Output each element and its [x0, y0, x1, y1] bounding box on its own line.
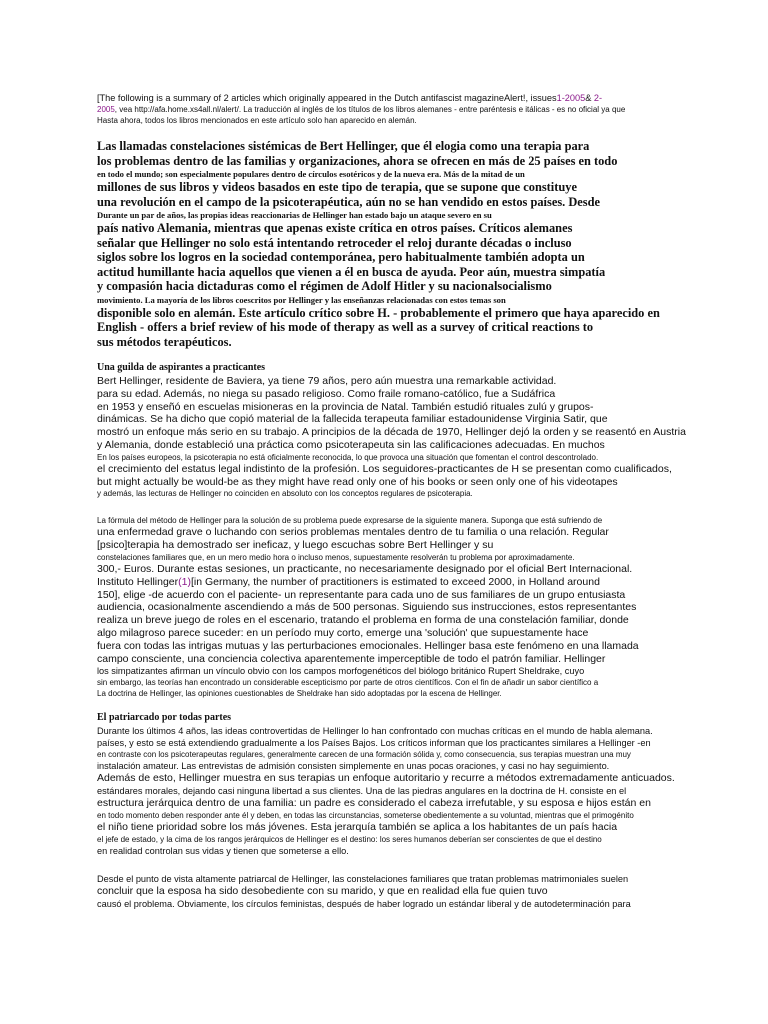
body-line: La doctrina de Hellinger, las opiniones cuestionables de Sheldrake han sido adoptadas por la escena de Hellinger.: [97, 689, 502, 699]
body-line: en 1953 y enseñó en escuelas misioneras en la provincia de Natal. También estudió rituales zulú y grupos-: [97, 400, 594, 413]
lead-line: movimiento. La mayoría de los libros coescritos por Hellinger y las enseñanzas relacionadas con estos temas son: [97, 294, 506, 305]
body-line: campo consciente, una conciencia colectiva aparentemente imperceptible de todo el patrón familiar. Hellinger: [97, 652, 606, 665]
body-line: mostró un enfoque más serio en su trabajo. A principios de la década de 1970, Hellinger dejó la orden y se reasentó en Austria: [97, 426, 686, 439]
section-marriage: [97, 873, 712, 910]
section-heading: Una guilda de aspirantes a practicantes: [97, 362, 266, 373]
body-line: algo milagroso parece suceder: en un período muy corto, emerge una 'solución' que supuestamente hace: [97, 626, 589, 639]
body-line: 300,- Euros. Durante estas sesiones, un practicante, no necesariamente designado por el oficial Bert Internacional.: [97, 562, 633, 575]
body-line: Desde el punto de vista altamente patriarcal de Hellinger, las constelaciones familiares que tratan problemas matrimoniales suelen: [97, 873, 629, 884]
lead-line: sus métodos terapéuticos.: [97, 334, 232, 349]
intro-line-3: Hasta ahora, todos los libros mencionados en este artículo solo han aparecido en alemán.: [97, 116, 417, 125]
lead-line: Las llamadas constelaciones sistémicas de Bert Hellinger, que él elogia como una terapia para: [97, 139, 590, 153]
body-line: en todo momento deben responder ante él y deben, en todas las circunstancias, someterse obedientemente a su voluntad, mientras que el primogénito: [97, 810, 634, 820]
body-line: Bert Hellinger, residente de Baviera, ya tiene 79 años, pero aún muestra una remarkable actividad.: [97, 375, 557, 387]
body-line: sin embargo, las teorías han encontrado un considerable escepticismo por parte de otros científicos. Con el fin de añadir un sabor científico a: [97, 678, 599, 688]
body-line: Además de esto, Hellinger muestra en sus terapias un enfoque autoritario y recurre a métodos extremadamente anticuados.: [97, 772, 675, 785]
body-line-with-footnote: Instituto Hellinger(1)[in Germany, the number of practitioners is estimated to exceed 2000, in Holland around: [97, 575, 600, 588]
body-line: fuera con todas las intrigas mutuas y las perturbaciones emocionales. Hellinger basa este fenómeno en una llamada: [97, 639, 639, 652]
body-line: constelaciones familiares que, en un mero medio hora o incluso menos, supuestamente resolverán tu problema por aproximadamente.: [97, 552, 575, 562]
body-line: estructura jerárquica dentro de una familia: un padre es considerado el cabeza irrefutable, y su esposa e hijos están en: [97, 797, 651, 810]
lead-line: actitud humillante hacia aquellos que vienen a él en busca de ayuda. Peor aún, muestra simpatía: [97, 264, 606, 279]
issue-link-1-2005[interactable]: 1-2005: [556, 93, 586, 103]
lead-line: millones de sus libros y videos basados en este tipo de terapia, que se supone que constituye: [97, 180, 577, 194]
body-line: [psico]terapia ha demostrado ser ineficaz, y luego escuchas sobre Bert Hellinger y su: [97, 539, 494, 552]
body-line: En los países europeos, la psicoterapia no está oficialmente reconocida, lo que provoca una situación que fomentan el control descontrolado.: [97, 452, 599, 462]
body-line: los simpatizantes afirman un vínculo obvio con los campos morfogenéticos del biólogo británico Rupert Sheldrake, cuyo: [97, 666, 585, 677]
body-line: instalación amateur. Las entrevistas de admisión consisten simplemente en unas pocas oraciones, y casi no hay seguimiento.: [97, 761, 610, 772]
intro-line-1: [The following is a summary of 2 articles which originally appeared in the Dutch antifascist magazineAlert!, issues1-2005& 2-: [97, 93, 603, 103]
body-line: el crecimiento del estatus legal indistinto de la profesión. Los seguidores-practicantes de H se presentan como cualificados,: [97, 462, 672, 475]
lead-line: los problemas dentro de las familias y organizaciones, ahora se ofrecen en más de 25 países en todo: [97, 153, 618, 168]
section-heading: El patriarcado por todas partes: [97, 712, 232, 724]
lead-line: una revolución en el campo de la psicoterapéutica, aún no se han vendido en estos países. Desde: [97, 194, 601, 209]
document-page: [97, 92, 712, 910]
lead-paragraph: [97, 139, 712, 349]
lead-line: English - offers a brief review of his mode of therapy as well as a survey of critical reactions to: [97, 320, 594, 334]
body-line: para su edad. Además, no niega su pasado religioso. Como fraile romano-católico, fue a Sudáfrica: [97, 387, 556, 400]
body-line: en contraste con los psicoterapeutas regulares, generalmente carecen de una formación sólida y, como consecuencia, sus terapias muestran una muy: [97, 750, 631, 760]
lead-line: siglos sobre los logros en la sociedad contemporánea, pero habitualmente también adopta un: [97, 250, 585, 264]
lead-line: en todo el mundo; son especialmente populares dentro de círculos esotéricos y de la nueva era. Más de la mitad de un: [97, 169, 525, 179]
body-line: el niño tiene prioridad sobre los más jóvenes. Esta jerarquía también se aplica a los habitantes de un país hacia: [97, 820, 618, 833]
lead-line: Durante un par de años, las propias ideas reaccionarias de Hellinger han estado bajo un ataque severo en su: [97, 210, 492, 220]
section-method: [97, 515, 712, 699]
body-line: 150], elige -de acuerdo con el paciente- un representante para cada uno de sus familiares de un grupo entusiasta: [97, 588, 626, 601]
section-practitioners: [97, 361, 712, 499]
intro-note: [97, 92, 712, 126]
issue-link-2005[interactable]: 2005: [97, 105, 115, 114]
body-line: Durante los últimos 4 años, las ideas controvertidas de Hellinger lo han confrontado con muchas críticas en el mundo de habla alemana.: [97, 726, 653, 737]
lead-line: país nativo Alemania, mientras que apenas existe crítica en otros países. Críticos alemanes: [97, 221, 573, 235]
lead-line: señalar que Hellinger no solo está intentando retroceder el reloj durante décadas o incluso: [97, 235, 572, 250]
body-line: dinámicas. Se ha dicho que copió material de la fallecida terapeuta familiar estadounidense Virginia Satir, que: [97, 413, 608, 426]
body-line: realiza un breve juego de roles en el escenario, tratando el problema en forma de una constelación familiar, donde: [97, 614, 629, 627]
body-line: y Alemania, donde estableció una práctica como psicoterapeuta sin las calificaciones adecuadas. En muchos: [97, 438, 605, 451]
body-line: causó el problema. Obviamente, los círculos feministas, después de haber logrado un estándar liberal y de autodeterminación para: [97, 898, 631, 909]
body-line: y además, las lecturas de Hellinger no coinciden en absoluto con los conceptos regulares de psicoterapia.: [97, 489, 473, 499]
body-line: países, y esto se está extendiendo gradualmente a los Países Bajos. Los críticos informan que los practicantes similares a Hellinger -en: [97, 738, 651, 749]
lead-line: disponible solo en alemán. Este artículo crítico sobre H. - probablemente el primero que haya aparecido en: [97, 305, 660, 320]
section-patriarchy: [97, 711, 712, 856]
body-line: estándares morales, dejando casi ninguna libertad a sus clientes. Una de las piedras angulares en la doctrina de H. consiste en el: [97, 786, 627, 797]
footnote-link-1[interactable]: (1): [178, 575, 191, 588]
body-line: but might actually be would-be as they might have read only one of his books or seen only one of his videotapes: [97, 475, 618, 488]
body-line: en realidad controlan sus vidas y tienen que someterse a ello.: [97, 845, 349, 856]
issue-link-2-2005[interactable]: 2-: [593, 93, 603, 103]
lead-line: y compasión hacia dictaduras como el régimen de Adolf Hitler y su nacionalsocialismo: [97, 279, 552, 293]
body-line: audiencia, ocasionalmente ascendiendo a más de 500 personas. Siguiendo sus instrucciones, estos representantes: [97, 601, 637, 614]
body-line: una enfermedad grave o luchando con serios problemas mentales dentro de tu familia o una relación. Regular: [97, 526, 609, 539]
intro-line-2: 2005, vea http://afa.home.xs4all.nl/alert/. La traducción al inglés de los títulos de los libros alemanes - entre paréntesis e itálicas - es no oficial ya que: [97, 105, 626, 114]
body-line: el jefe de estado, y la cima de los rangos jerárquicos de Hellinger es el destino: los seres humanos deberían ser conscientes de que el destino: [97, 834, 602, 844]
body-line: La fórmula del método de Hellinger para la solución de su problema puede expresarse de la siguiente manera. Suponga que está sufriendo de: [97, 516, 603, 526]
body-line: concluir que la esposa ha sido desobediente con su marido, y que en realidad ella fue quien tuvo: [97, 884, 548, 897]
